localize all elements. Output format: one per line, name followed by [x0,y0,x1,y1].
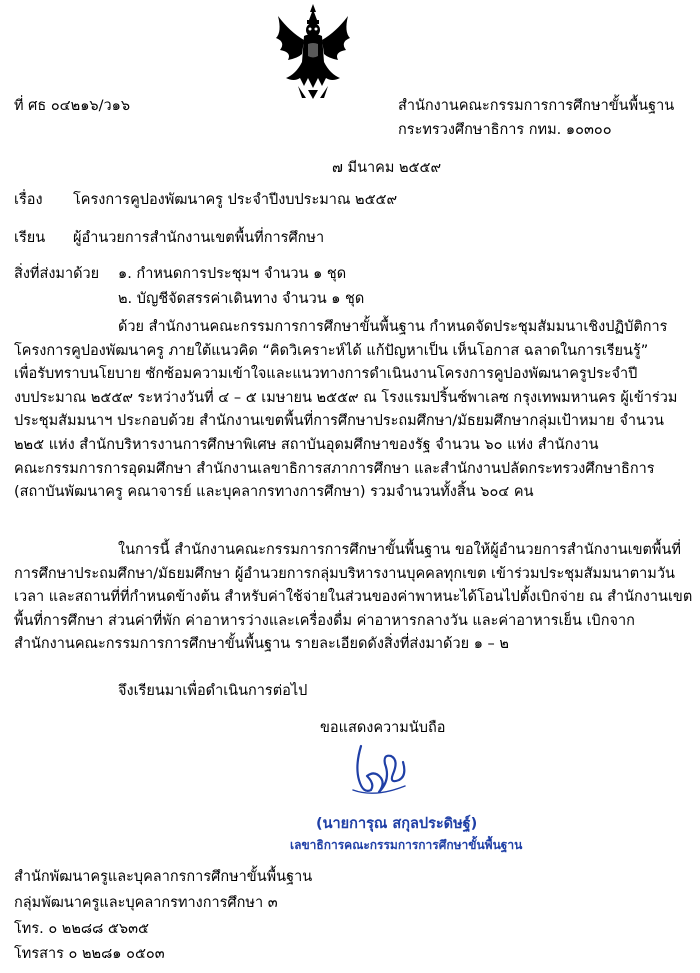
footer-group: กลุ่มพัฒนาครูและบุคลากรทางการศึกษา ๓ [14,895,278,911]
recipient-text: ผู้อำนวยการสำนักงานเขตพื้นที่การศึกษา [73,230,325,246]
paragraph-line: เวลา และสถานที่ที่กำหนดข้างต้น สำหรับค่าใช้จ่ายในส่วนของค่าพาหนะได้โอนไปตั้งเบิกจ่าย ณ สำนักงานเขต [14,589,693,606]
subject-label: เรื่อง [14,192,43,208]
paragraph-line: สำนักงานคณะกรรมการการศึกษาขั้นพื้นฐาน รายละเอียดดังสิ่งที่ส่งมาด้วย ๑ – ๒ [14,636,509,653]
issuing-office: สำนักงานคณะกรรมการการศึกษาขั้นพื้นฐาน [398,98,675,114]
paragraph-line: ด้วย สำนักงานคณะกรรมการการศึกษาขั้นพื้นฐาน กำหนดจัดประชุมสัมมนาเชิงปฏิบัติการ [118,319,668,335]
body-paragraph-1 [14,316,686,505]
garuda-emblem-icon [272,2,354,100]
signer-name: (นายการุณ สกุลประดิษฐ์) [316,816,478,832]
closing-line: จึงเรียนมาเพื่อดำเนินการต่อไป [118,683,308,699]
paragraph-line: ๒๒๕ แห่ง สำนักบริหารงานการศึกษาพิเศษ สถาบันอุดมศึกษาของรัฐ จำนวน ๖๐ แห่ง สำนักงาน [14,436,599,453]
regards-line: ขอแสดงความนับถือ [320,720,446,736]
paragraph-line: ในการนี้ สำนักงานคณะกรรมการการศึกษาขั้นพื้นฐาน ขอให้ผู้อำนวยการสำนักงานเขตพื้นที่ [118,542,681,558]
footer-fax: โทรสาร ๐ ๒๒๘๑ ๐๕๐๓ [14,946,165,962]
paragraph-line: งบประมาณ ๒๕๕๙ ระหว่างวันที่ ๔ – ๕ เมษายน ๒๕๕๙ ณ โรงแรมปริ้นซ์พาเลซ กรุงเทพมหานคร ผู้เข้าร่วม [14,389,678,406]
enclosure-item: ๑. กำหนดการประชุมฯ จำนวน ๑ ชุด [118,266,347,282]
enclosure-label: สิ่งที่ส่งมาด้วย [14,266,100,282]
subject-text: โครงการคูปองพัฒนาครู ประจำปีงบประมาณ ๒๕๕๙ [73,192,398,208]
paragraph-line: เพื่อรับทราบนโยบาย ซักซ้อมความเข้าใจและแนวทางการดำเนินงานโครงการคูปองพัฒนาครูประจำปี [14,366,638,383]
paragraph-line: โครงการคูปองพัฒนาครู ภายใต้แนวคิด “คิดวิเคราะห์ได้ แก้ปัญหาเป็น เห็นโอกาส ฉลาดในการเรียนรู้” [14,342,649,359]
signer-title: เลขาธิการคณะกรรมการการศึกษาขั้นพื้นฐาน [290,838,523,852]
issuing-ministry-address: กระทรวงศึกษาธิการ กทม. ๑๐๓๐๐ [398,122,612,138]
paragraph-line: การศึกษาประถมศึกษา/มัธยมศึกษา ผู้อำนวยการกลุ่มบริหารงานบุคคลทุกเขต เข้าร่วมประชุมสัมมนาตามวัน [14,565,675,582]
recipient-label: เรียน [14,230,46,246]
paragraph-line: คณะกรรมการการอุดมศึกษา สำนักงานเลขาธิการสภาการศึกษา และสำนักงานปลัดกระทรวงศึกษาธิการ [14,460,655,477]
paragraph-line: (สถาบันพัฒนาครู คณาจารย์ และบุคลากรทางการศึกษา) รวมจำนวนทั้งสิ้น ๖๐๔ คน [14,484,534,501]
document-date: ๗ มีนาคม ๒๕๕๙ [332,160,442,176]
signature-image [345,740,415,802]
paragraph-line: ประชุมสัมมนาฯ ประกอบด้วย สำนักงานเขตพื้นที่การศึกษาประถมศึกษา/มัธยมศึกษากลุ่มเป้าหมาย จำนวน [14,413,664,430]
paragraph-line: พื้นที่การศึกษา ส่วนค่าที่พัก ค่าอาหารว่างและเครื่องดื่ม ค่าอาหารกลางวัน และค่าอาหารเย็น เบิกจาก [14,612,635,629]
footer-phone: โทร. ๐ ๒๒๘๘ ๕๖๓๕ [14,921,149,937]
body-paragraph-2 [14,539,693,657]
enclosure-item: ๒. บัญชีจัดสรรค่าเดินทาง จำนวน ๑ ชุด [118,291,365,307]
footer-department: สำนักพัฒนาครูและบุคลากรการศึกษาขั้นพื้นฐาน [14,869,313,885]
reference-number: ที่ ศธ ๐๔๒๑๖/ว๑๖ [14,98,131,114]
